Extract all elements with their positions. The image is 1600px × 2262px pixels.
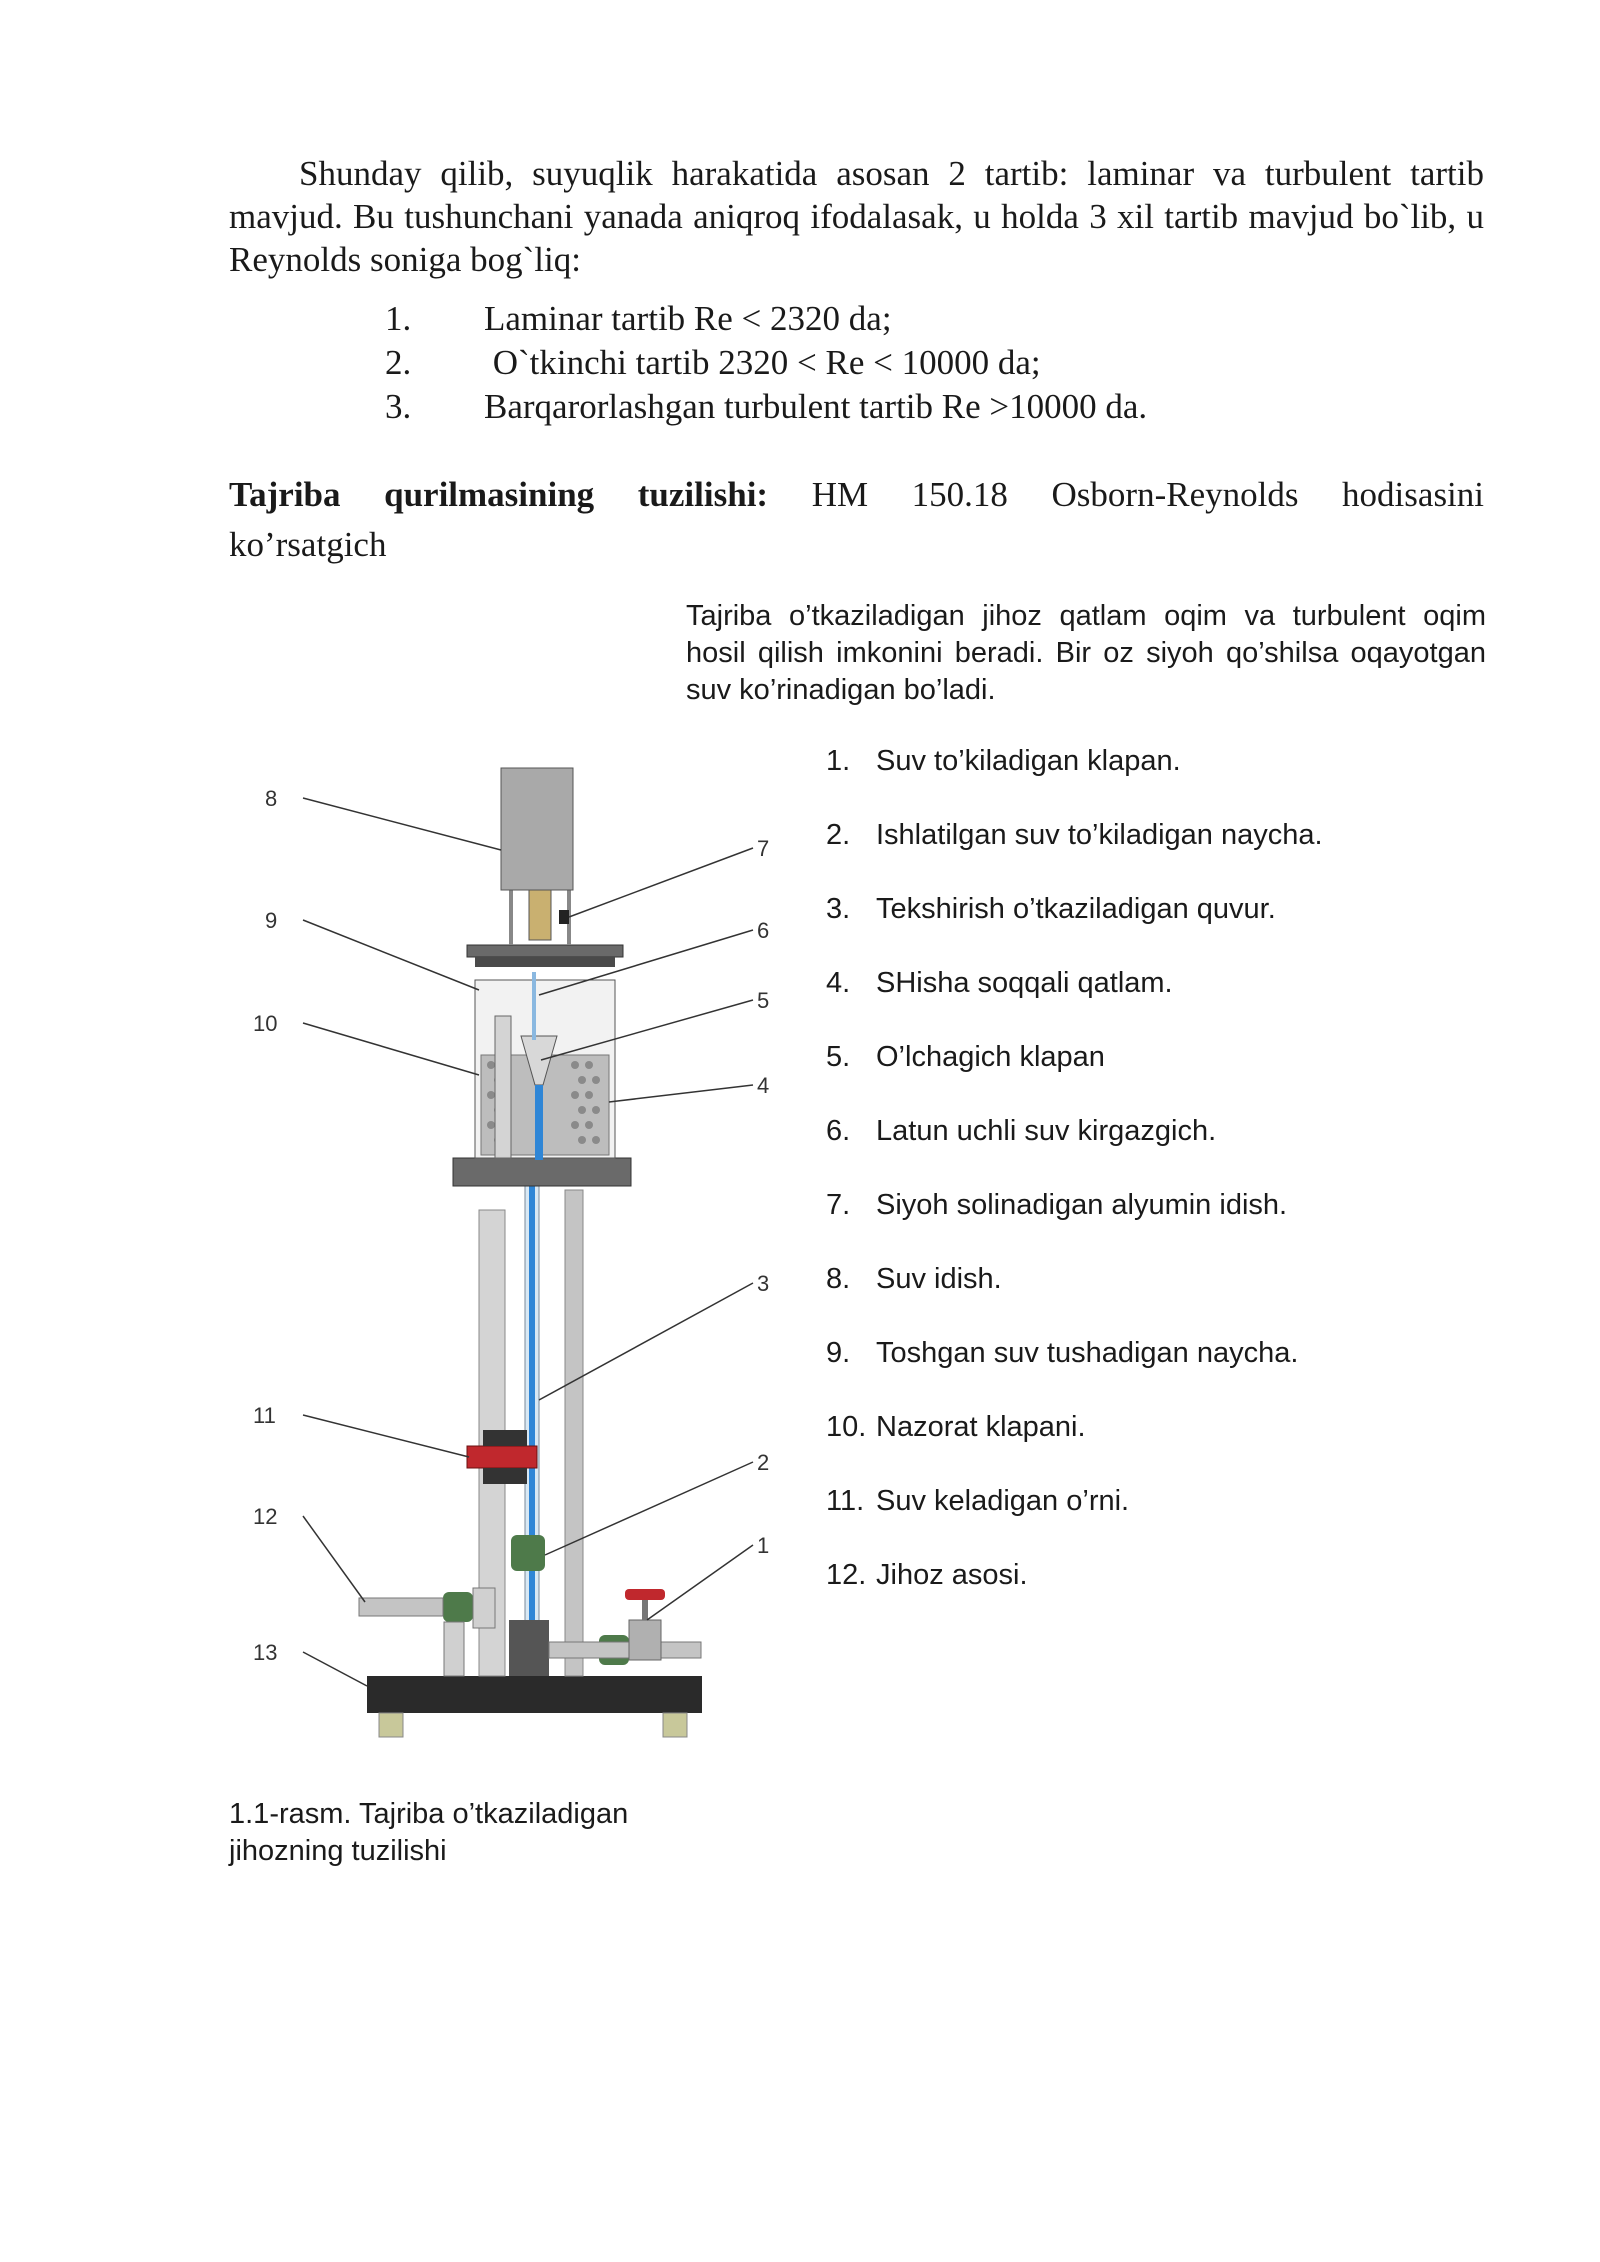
water-stream (529, 1160, 535, 1670)
callout-label: 7 (757, 836, 770, 861)
support-rod (565, 1190, 583, 1676)
apparatus-figure (229, 740, 789, 1765)
apparatus-diagram (229, 740, 789, 1765)
drain-valve-handle (625, 1589, 665, 1600)
drain-fitting (511, 1535, 545, 1571)
callout-label: 13 (253, 1640, 278, 1665)
drain-block (509, 1620, 549, 1676)
upper-flange-ring (475, 957, 615, 967)
figure-caption: 1.1-rasm. Tajriba o’tkaziladigan jihozning tuzilishi (229, 1798, 629, 1867)
setup-heading-line2: ko’rsatgich (229, 525, 387, 564)
callout-label: 11 (253, 1403, 276, 1428)
list-item (826, 891, 1323, 965)
device-description: Tajriba o’tkaziladigan jihoz qatlam oqim va turbulent oqim hosil qilish imkonini beradi. Bir oz siyoh qo’shilsa oqayotgan suv ko’rinadigan bo’ladi. (686, 600, 1486, 706)
list-number: 5. (826, 1041, 851, 1073)
intro-text: Shunday qilib, suyuqlik harakatida asosan 2 tartib: laminar va turbulent tartib mavjud. Bu tushunchani yanada aniqroq ifodalasak, u holda 3 xil tartib mavjud bo`lib, u Reynolds soniga bog`liq: (229, 154, 1484, 279)
drain-pipe (549, 1642, 701, 1658)
list-number: 8. (826, 1263, 851, 1295)
callout-label: 4 (757, 1073, 770, 1098)
callout-label: 10 (253, 1011, 278, 1036)
list-text: SHisha soqqali qatlam. (876, 967, 1173, 999)
setup-heading-text: HM 150.18 Osborn-Reynolds hodisasini (811, 475, 1485, 514)
list-number: 11. (826, 1485, 865, 1517)
base-foot (379, 1713, 403, 1737)
list-number: 12. (826, 1559, 867, 1591)
setup-heading-bold: Tajriba qurilmasining tuzilishi: (229, 475, 769, 514)
list-item (826, 965, 1323, 1039)
list-number: 3. (826, 893, 851, 925)
list-item (826, 1557, 1323, 1631)
list-text: Tekshirish o’tkaziladigan quvur. (876, 893, 1276, 925)
inlet-pipe (444, 1622, 464, 1676)
inlet-elbow (473, 1588, 495, 1628)
list-item (826, 1113, 1323, 1187)
list-text: Siyoh solinadigan alyumin idish. (876, 1189, 1288, 1221)
lower-flange (453, 1158, 631, 1186)
callout-label: 8 (265, 786, 278, 811)
list-item (826, 1261, 1323, 1335)
list-text: Suv to’kiladigan klapan. (876, 745, 1181, 777)
callout-label: 9 (265, 908, 278, 933)
list-item (826, 1483, 1323, 1557)
hose-connector (359, 1598, 443, 1616)
list-text: Ishlatilgan suv to’kiladigan naycha. (876, 819, 1323, 851)
drain-valve-stem (642, 1598, 648, 1620)
inlet-stream (535, 1085, 543, 1160)
list-item (826, 743, 1323, 817)
list-number: 3. (385, 387, 412, 426)
list-item (826, 1039, 1323, 1113)
list-number: 10. (826, 1411, 867, 1443)
ink-container (529, 890, 551, 940)
upper-flange (467, 945, 623, 957)
list-text: Jihoz asosi. (876, 1559, 1028, 1591)
reservoir-post (509, 890, 513, 945)
list-number: 6. (826, 1115, 851, 1147)
list-number: 2. (826, 819, 851, 851)
list-item (826, 1409, 1323, 1483)
list-text: Nazorat klapani. (876, 1411, 1086, 1443)
list-text: Suv keladigan o’rni. (876, 1485, 1130, 1517)
callout-label: 1 (757, 1533, 770, 1558)
list-text: Suv idish. (876, 1263, 1002, 1295)
list-number: 2. (385, 343, 412, 382)
list-number: 7. (826, 1189, 851, 1221)
list-text: Barqarorlashgan turbulent tartib Re >10000 da. (484, 387, 1148, 426)
list-text: Toshgan suv tushadigan naycha. (876, 1337, 1299, 1369)
control-valve (467, 1446, 537, 1468)
setup-heading (229, 470, 1484, 520)
intro-paragraph (229, 152, 1484, 281)
list-text: Latun uchli suv kirgazgich. (876, 1115, 1217, 1147)
callout-label: 12 (253, 1504, 278, 1529)
inlet-fitting (443, 1592, 473, 1622)
list-item (826, 817, 1323, 891)
list-text: Laminar tartib Re < 2320 da; (484, 299, 892, 338)
callout-label: 2 (757, 1450, 770, 1475)
drain-valve-body (629, 1620, 661, 1660)
callout-label: 6 (757, 918, 770, 943)
base-foot (663, 1713, 687, 1737)
base-plate (367, 1676, 702, 1713)
list-number: 9. (826, 1337, 851, 1369)
overflow-tube-top (495, 1016, 511, 1158)
valve-coupling (483, 1468, 527, 1484)
callout-label: 3 (757, 1271, 770, 1296)
ink-valve-knob (559, 910, 569, 924)
list-text: O`tkinchi tartib 2320 < Re < 10000 da; (484, 343, 1041, 382)
list-number: 1. (826, 745, 851, 777)
ink-needle (532, 972, 536, 1040)
list-number: 1. (385, 299, 412, 338)
list-item (826, 1335, 1323, 1409)
ink-reservoir (501, 768, 573, 890)
callout-label: 5 (757, 988, 770, 1013)
list-text: O’lchagich klapan (876, 1041, 1105, 1073)
valve-coupling (483, 1430, 527, 1446)
list-number: 4. (826, 967, 851, 999)
parts-list (826, 743, 1323, 1631)
list-item (826, 1187, 1323, 1261)
